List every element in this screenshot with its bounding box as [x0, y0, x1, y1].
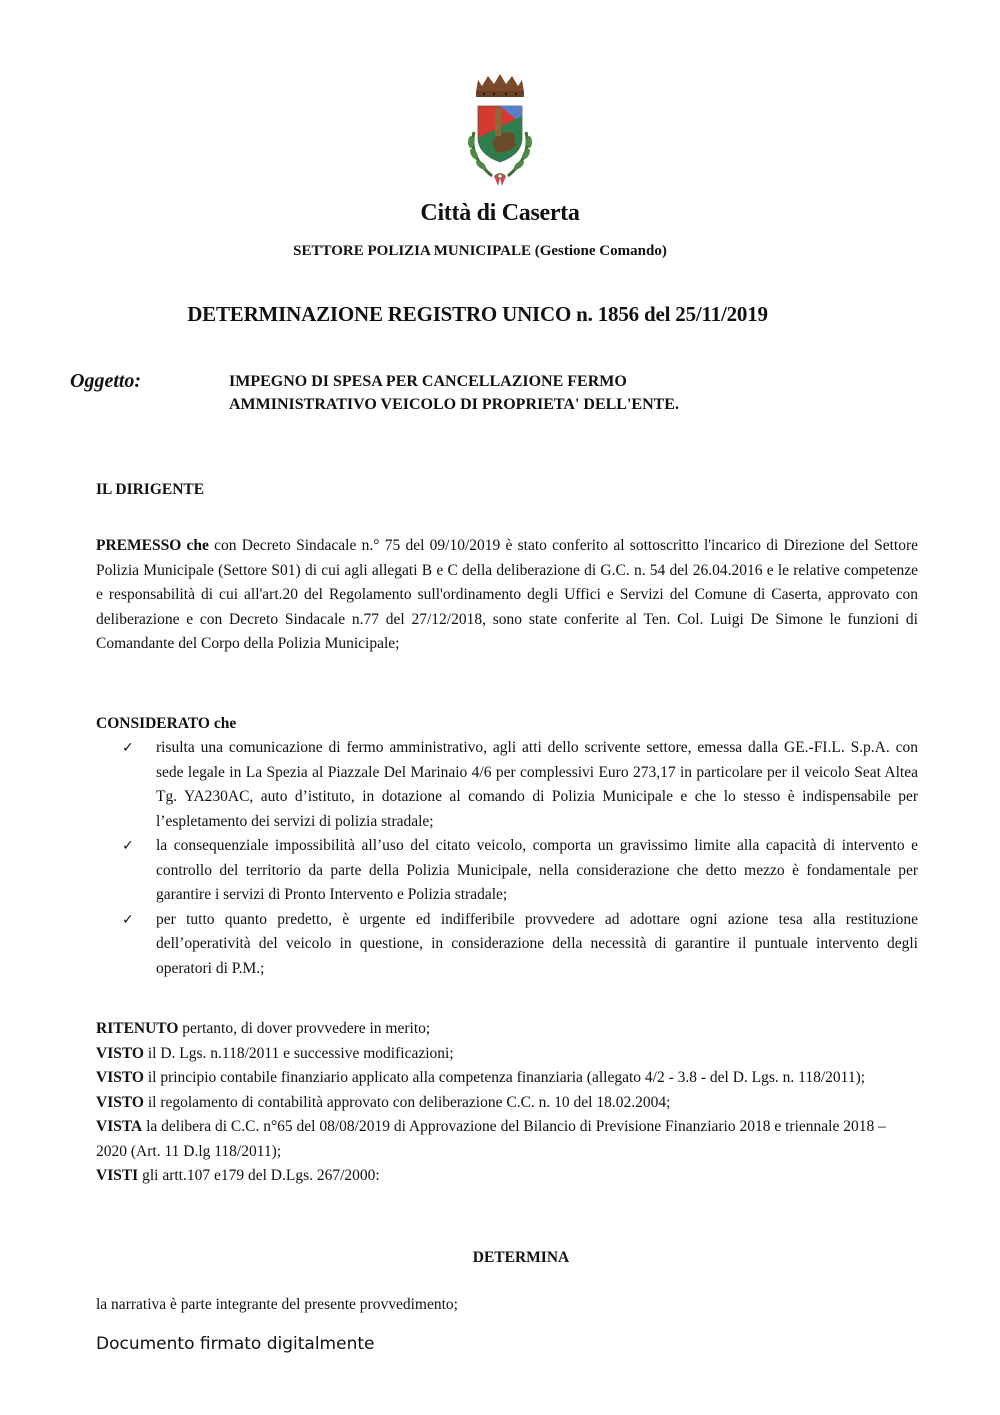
visti-line: VISTI gli artt.107 e179 del D.Lgs. 267/2000:	[96, 1167, 380, 1184]
checkmark-icon: ✓	[122, 838, 134, 854]
subject-label: Oggetto:	[70, 370, 142, 392]
visti-section	[96, 1017, 918, 1189]
visti-line: VISTO il principio contabile finanziario applicato alla competenza finanziaria (allegato 4/2 - 3.8 - del D. Lgs. n. 118/2011);	[96, 1069, 866, 1086]
list-item: ✓ la consequenziale impossibilità all’uso del citato veicolo, comporta un gravissimo limite alla capacità di intervento e controllo del territorio da parte della Polizia Municipale, nella considerazione che detto mezzo è fondamentale per garantire i servizi di Pronto Intervento e Polizia stradale;	[96, 834, 918, 908]
subject-line-1: IMPEGNO DI SPESA PER CANCELLAZIONE FERMO	[229, 373, 627, 390]
considerato-heading: CONSIDERATO che	[96, 715, 237, 732]
premesso-text: con Decreto Sindacale n.° 75 del 09/10/2019 è stato conferito al sottoscritto l'incarico di Direzione del Settore Polizia Municipale (Settore S01) di cui agli allegati B e C della deliberazione di G.C. n. 54 del 26.04.2016 e le relative competenze e responsabilità di cui all'art.20 del Regolamento sull'ordinamento degli Uffici e Servizi del Comune di Caserta, approvato con deliberazione e con Decreto Sindacale n.77 del 27/12/2018, sono state conferite al Ten. Col. Luigi De Simone le funzioni di Comandante del Corpo della Polizia Municipale;	[96, 537, 918, 652]
visti-line: VISTA la delibera di C.C. n°65 del 08/08/2019 di Approvazione del Bilancio di Previsione Finanziario 2018 e triennale 2018 – 2020 (Art. 11 D.lg 118/2011);	[96, 1118, 886, 1160]
visti-line: VISTO il regolamento di contabilità approvato con deliberazione C.C. n. 10 del 18.02.2004;	[96, 1093, 671, 1111]
considerato-list	[96, 736, 918, 981]
determination-title: DETERMINAZIONE REGISTRO UNICO n. 1856 del 25/11/2019	[187, 302, 768, 326]
city-name: Città di Caserta	[420, 200, 580, 226]
visti-line: RITENUTO pertanto, di dover provvedere in merito;	[96, 1020, 431, 1037]
list-item: ✓ risulta una comunicazione di fermo amministrativo, agli atti dello scrivente settore, emessa dalla GE.-FI.L. S.p.A. con sede legale in La Spezia al Piazzale Del Marinaio 4/6 per complessivi Euro 273,17 in particolare per il veicolo Seat Altea Tg. YA230AC, auto d’istituto, in dotazione al comando di Polizia Municipale e che lo stesso è indispensabile per l’espletamento dei servizi di polizia stradale;	[96, 736, 918, 834]
sector-name: SETTORE POLIZIA MUNICIPALE (Gestione Comando)	[293, 243, 667, 259]
premesso-lead: PREMESSO che	[96, 537, 209, 554]
checkmark-icon: ✓	[122, 740, 134, 756]
subject-text	[229, 370, 679, 416]
narrativa-text: la narrativa è parte integrante del presente provvedimento;	[96, 1296, 458, 1313]
premesso-paragraph	[96, 534, 918, 657]
visti-line: VISTO il D. Lgs. n.118/2011 e successive modificazioni;	[96, 1044, 454, 1062]
subject-line-2: AMMINISTRATIVO VEICOLO DI PROPRIETA' DELL'ENTE.	[229, 396, 679, 413]
dirigente-heading: IL DIRIGENTE	[96, 481, 205, 498]
digital-signature-note: Documento firmato digitalmente	[96, 1334, 375, 1354]
city-coat-of-arms-icon	[462, 72, 538, 192]
list-item: ✓ per tutto quanto predetto, è urgente ed indifferibile provvedere ad adottare ogni azione tesa alla restituzione dell’operatività del veicolo in questione, in considerazione della necessità di garantire il puntuale intervento degli operatori di P.M.;	[96, 908, 918, 982]
checkmark-icon: ✓	[122, 911, 134, 928]
determina-heading: DETERMINA	[472, 1249, 570, 1266]
